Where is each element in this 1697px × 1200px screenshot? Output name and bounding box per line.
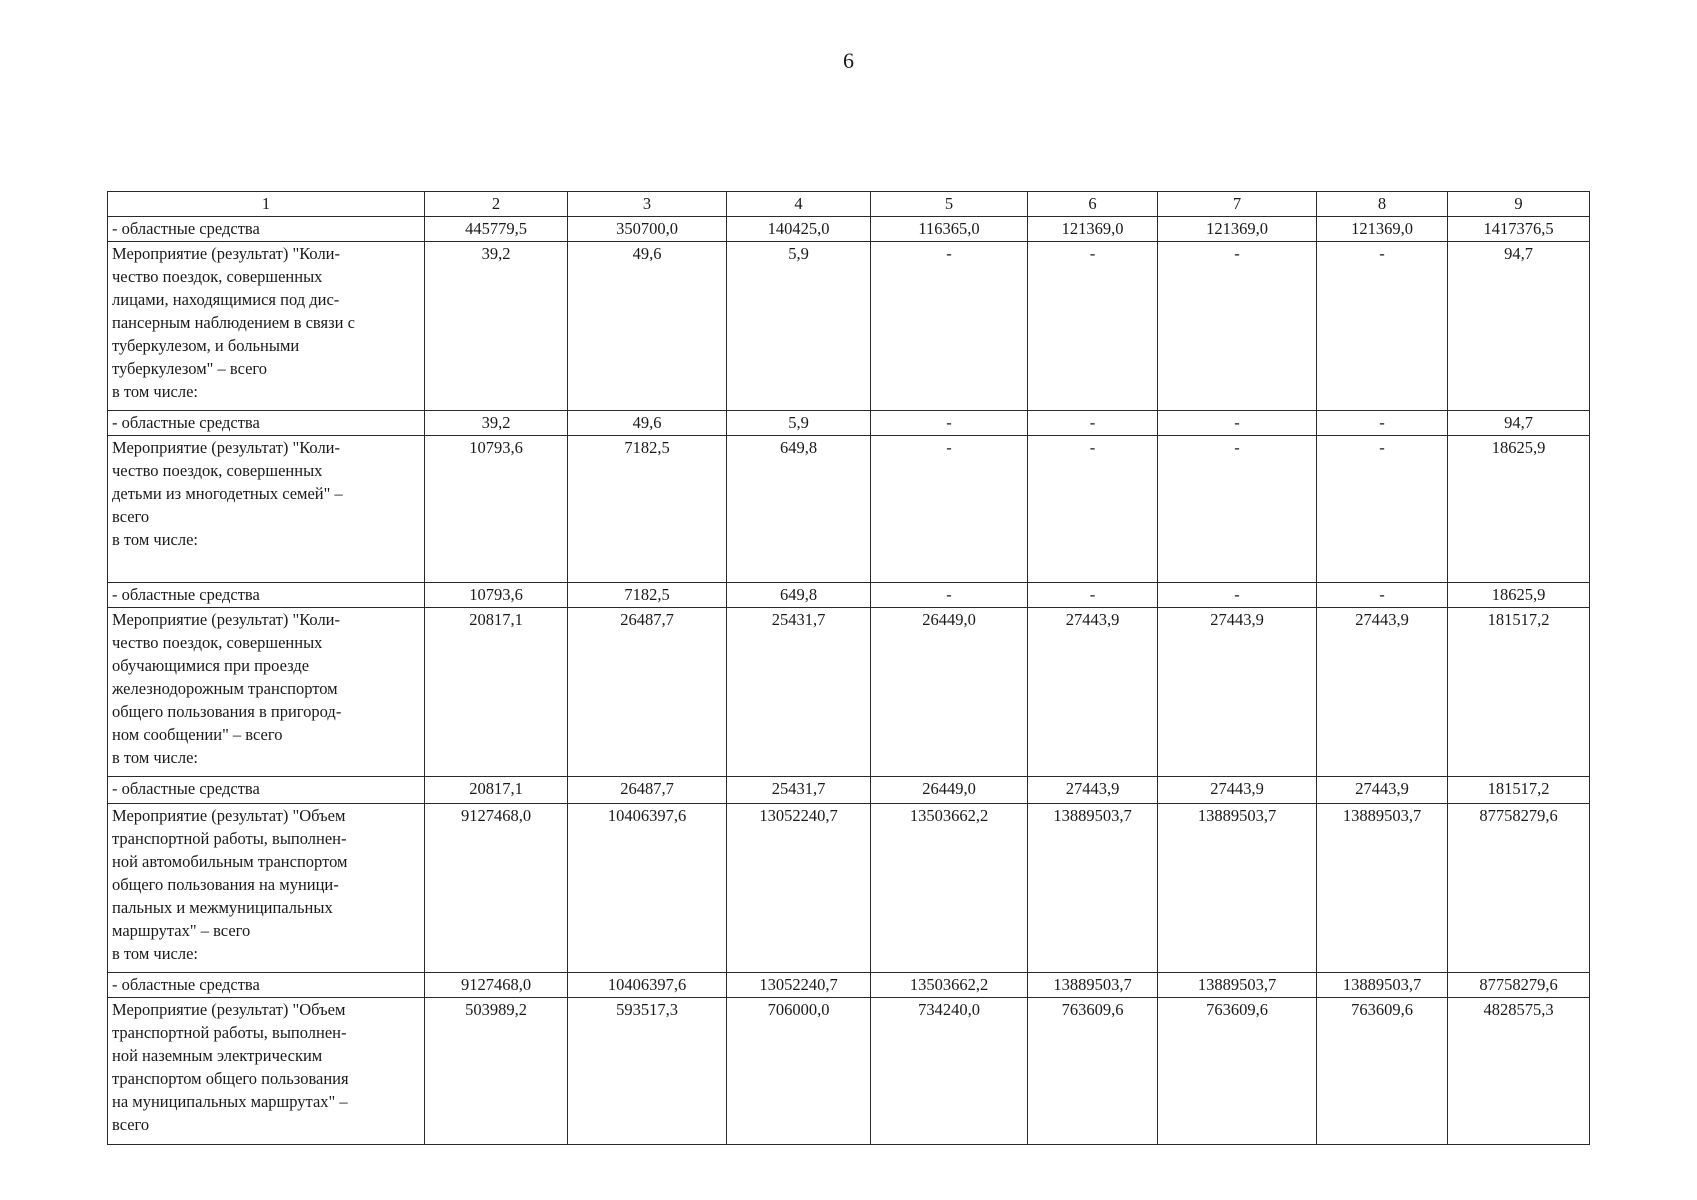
row-label-text: Мероприятие (результат) "Объем транспортной работы, выполнен- ной наземным электрическим транспортом общего пользования на муниципальных маршрутах" – всего xyxy=(112,1000,349,1134)
value-cell: 121369,0 xyxy=(1317,217,1448,242)
value-cell: 49,6 xyxy=(568,411,727,436)
column-header: 2 xyxy=(425,192,568,217)
value-cell: 94,7 xyxy=(1448,411,1590,436)
column-header: 4 xyxy=(727,192,871,217)
value-cell: 763609,6 xyxy=(1158,998,1317,1145)
value-cell: 9127468,0 xyxy=(425,973,568,998)
value-cell: 9127468,0 xyxy=(425,804,568,973)
value-cell: 10793,6 xyxy=(425,436,568,583)
value-cell: 140425,0 xyxy=(727,217,871,242)
event-row xyxy=(108,804,1590,973)
value-cell: - xyxy=(871,411,1028,436)
value-cell: 181517,2 xyxy=(1448,608,1590,777)
value-cell: 13889503,7 xyxy=(1317,804,1448,973)
value-cell: 13889503,7 xyxy=(1317,973,1448,998)
value-cell: 27443,9 xyxy=(1028,777,1158,804)
column-header: 9 xyxy=(1448,192,1590,217)
row-label-text: - областные средства xyxy=(112,219,260,238)
value-cell: - xyxy=(1317,411,1448,436)
value-cell: 7182,5 xyxy=(568,436,727,583)
row-label xyxy=(108,973,425,998)
value-cell: 503989,2 xyxy=(425,998,568,1145)
value-cell: 13503662,2 xyxy=(871,973,1028,998)
value-cell: 4828575,3 xyxy=(1448,998,1590,1145)
column-header: 8 xyxy=(1317,192,1448,217)
value-cell: 5,9 xyxy=(727,411,871,436)
value-cell: 18625,9 xyxy=(1448,436,1590,583)
value-cell: 10793,6 xyxy=(425,583,568,608)
value-cell: 1417376,5 xyxy=(1448,217,1590,242)
regional-funds-row xyxy=(108,411,1590,436)
row-label xyxy=(108,777,425,804)
regional-funds-row xyxy=(108,973,1590,998)
event-row xyxy=(108,608,1590,777)
row-label xyxy=(108,242,425,411)
value-cell: 18625,9 xyxy=(1448,583,1590,608)
value-cell: - xyxy=(1158,436,1317,583)
value-cell: - xyxy=(871,583,1028,608)
value-cell: 13889503,7 xyxy=(1158,973,1317,998)
value-cell: 87758279,6 xyxy=(1448,804,1590,973)
value-cell: 26449,0 xyxy=(871,777,1028,804)
row-label-text: - областные средства xyxy=(112,413,260,432)
value-cell: - xyxy=(1028,411,1158,436)
value-cell: - xyxy=(1028,242,1158,411)
value-cell: 39,2 xyxy=(425,242,568,411)
value-cell: 27443,9 xyxy=(1317,777,1448,804)
regional-funds-row xyxy=(108,217,1590,242)
value-cell: - xyxy=(1028,436,1158,583)
column-header: 6 xyxy=(1028,192,1158,217)
value-cell: 763609,6 xyxy=(1028,998,1158,1145)
row-label xyxy=(108,608,425,777)
value-cell: 13889503,7 xyxy=(1028,804,1158,973)
value-cell: - xyxy=(1158,242,1317,411)
row-label xyxy=(108,411,425,436)
event-row xyxy=(108,242,1590,411)
value-cell: 25431,7 xyxy=(727,777,871,804)
value-cell: 10406397,6 xyxy=(568,973,727,998)
row-label xyxy=(108,217,425,242)
row-label-text: Мероприятие (результат) "Объем транспортной работы, выполнен- ной автомобильным транспортом общего пользования на муници- пальных и межмуниципальных маршрутах" – всего в том числе: xyxy=(112,806,348,963)
value-cell: 593517,3 xyxy=(568,998,727,1145)
page-number: 6 xyxy=(843,48,854,73)
value-cell: 706000,0 xyxy=(727,998,871,1145)
event-row xyxy=(108,436,1590,583)
row-label-text: Мероприятие (результат) "Коли- чество поездок, совершенных обучающимися при проезде железнодорожным транспортом общего пользования в пригород- ном сообщении" – всего в том числе: xyxy=(112,610,342,767)
value-cell: 10406397,6 xyxy=(568,804,727,973)
value-cell: 13503662,2 xyxy=(871,804,1028,973)
value-cell: 27443,9 xyxy=(1028,608,1158,777)
value-cell: - xyxy=(1317,583,1448,608)
value-cell: - xyxy=(1028,583,1158,608)
value-cell: 20817,1 xyxy=(425,608,568,777)
row-label xyxy=(108,804,425,973)
regional-funds-row xyxy=(108,583,1590,608)
column-number-row xyxy=(108,192,1590,217)
column-header: 7 xyxy=(1158,192,1317,217)
value-cell: 13052240,7 xyxy=(727,973,871,998)
value-cell: 121369,0 xyxy=(1158,217,1317,242)
value-cell: 26487,7 xyxy=(568,608,727,777)
column-header: 5 xyxy=(871,192,1028,217)
value-cell: 734240,0 xyxy=(871,998,1028,1145)
regional-funds-row xyxy=(108,777,1590,804)
value-cell: 39,2 xyxy=(425,411,568,436)
value-cell: 7182,5 xyxy=(568,583,727,608)
row-label-text: - областные средства xyxy=(112,779,260,798)
column-header: 3 xyxy=(568,192,727,217)
row-label-text: Мероприятие (результат) "Коли- чество поездок, совершенных лицами, находящимися под дис- пансерным наблюдением в связи с туберкулезом, и больными туберкулезом" – всего в том числе: xyxy=(112,244,355,401)
value-cell: 13052240,7 xyxy=(727,804,871,973)
column-header: 1 xyxy=(108,192,425,217)
row-label xyxy=(108,436,425,583)
value-cell: - xyxy=(1158,411,1317,436)
value-cell: 49,6 xyxy=(568,242,727,411)
value-cell: 13889503,7 xyxy=(1158,804,1317,973)
row-label xyxy=(108,998,425,1145)
value-cell: 763609,6 xyxy=(1317,998,1448,1145)
row-label-text: - областные средства xyxy=(112,975,260,994)
value-cell: 26449,0 xyxy=(871,608,1028,777)
value-cell: 445779,5 xyxy=(425,217,568,242)
value-cell: 94,7 xyxy=(1448,242,1590,411)
row-label xyxy=(108,583,425,608)
value-cell: 5,9 xyxy=(727,242,871,411)
budget-table xyxy=(107,191,1590,1145)
value-cell: 116365,0 xyxy=(871,217,1028,242)
value-cell: 27443,9 xyxy=(1317,608,1448,777)
value-cell: 649,8 xyxy=(727,436,871,583)
value-cell: 121369,0 xyxy=(1028,217,1158,242)
row-label-text: - областные средства xyxy=(112,585,260,604)
event-row xyxy=(108,998,1590,1145)
row-label-text: Мероприятие (результат) "Коли- чество поездок, совершенных детьми из многодетных семей" – всего в том числе: xyxy=(112,438,343,549)
value-cell: 181517,2 xyxy=(1448,777,1590,804)
value-cell: 27443,9 xyxy=(1158,608,1317,777)
value-cell: 13889503,7 xyxy=(1028,973,1158,998)
value-cell: - xyxy=(871,436,1028,583)
value-cell: - xyxy=(871,242,1028,411)
value-cell: 26487,7 xyxy=(568,777,727,804)
value-cell: 25431,7 xyxy=(727,608,871,777)
value-cell: 649,8 xyxy=(727,583,871,608)
value-cell: 350700,0 xyxy=(568,217,727,242)
value-cell: 87758279,6 xyxy=(1448,973,1590,998)
value-cell: 27443,9 xyxy=(1158,777,1317,804)
value-cell: - xyxy=(1317,242,1448,411)
value-cell: - xyxy=(1317,436,1448,583)
value-cell: - xyxy=(1158,583,1317,608)
value-cell: 20817,1 xyxy=(425,777,568,804)
